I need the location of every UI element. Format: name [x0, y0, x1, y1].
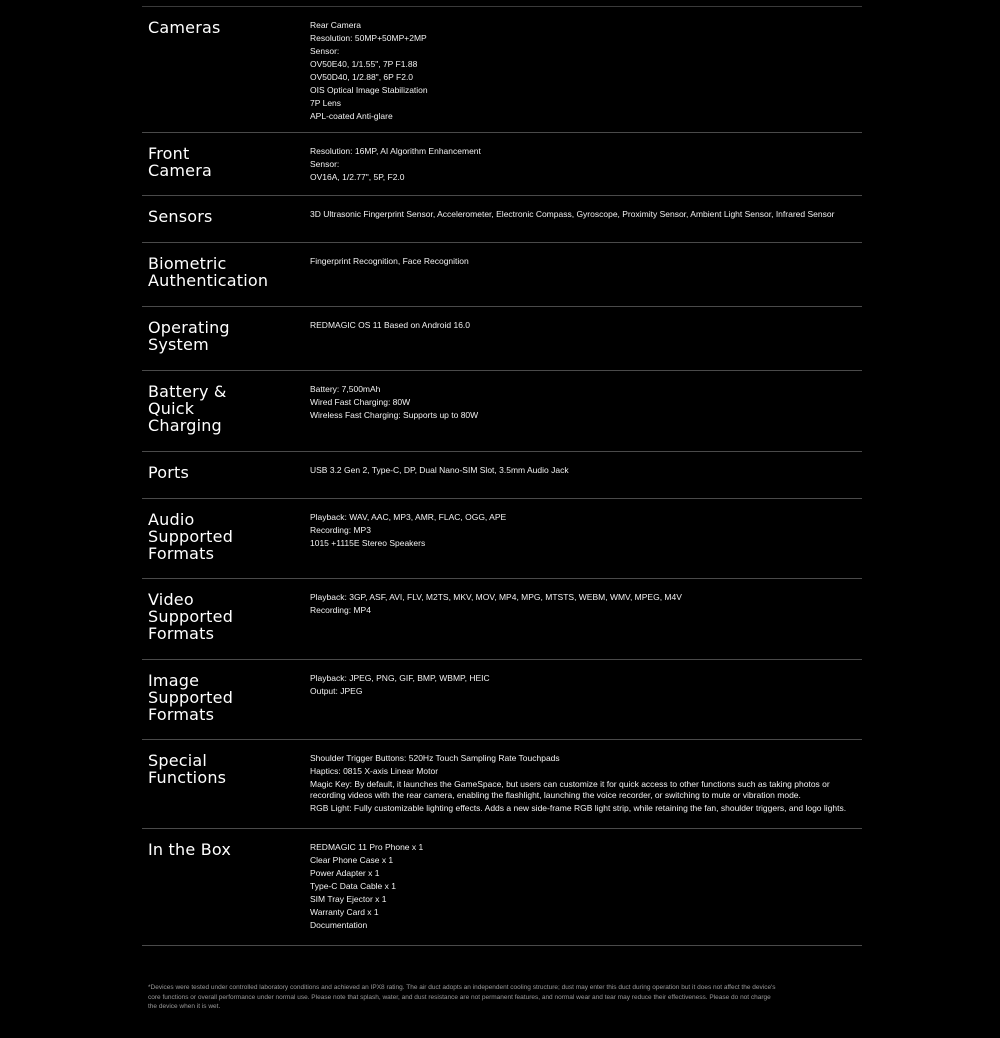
spec-value: Playback: JPEG, PNG, GIF, BMP, WBMP, HEIC — [310, 673, 490, 683]
spec-value: OV50E40, 1/1.55", 7P F1.88 — [310, 59, 418, 69]
spec-value: Documentation — [310, 920, 368, 930]
spec-value: RGB Light: Fully customizable lighting effects. Adds a new side-frame RGB light strip, while retaining the fan, shoulder triggers, and logo lights. — [310, 803, 847, 813]
spec-value: Type-C Data Cable x 1 — [310, 881, 396, 891]
spec-label: Cameras — [148, 18, 221, 37]
spec-value: Battery: 7,500mAh — [310, 384, 381, 394]
spec-values — [310, 464, 862, 498]
spec-row-cameras — [142, 7, 862, 133]
spec-value: Sensor: — [310, 159, 340, 169]
spec-value: Haptics: 0815 X-axis Linear Motor — [310, 766, 439, 776]
spec-value: USB 3.2 Gen 2, Type-C, DP, Dual Nano-SIM Slot, 3.5mm Audio Jack — [310, 465, 569, 475]
spec-row-image-formats — [142, 660, 862, 740]
spec-label: Sensors — [148, 207, 213, 226]
spec-label: Audio Supported Formats — [148, 510, 234, 563]
footnote: *Devices were tested under controlled laboratory conditions and achieved an IPX8 rating. The air duct adopts an independent cooling structure; dust may enter this duct during operation but it does not affect the device's core functions or overall performance under normal use. Please note that splash, water, and dust resistance are not permanent features, and normal wear and tear may reduce their effectiveness. Please do not charge the device when it is wet. — [148, 984, 776, 1010]
spec-value: SIM Tray Ejector x 1 — [310, 894, 387, 904]
spec-value: Clear Phone Case x 1 — [310, 855, 394, 865]
spec-value: APL-coated Anti-glare — [310, 111, 393, 121]
spec-values — [310, 19, 862, 132]
spec-row-front-camera — [142, 133, 862, 196]
spec-label: Special Functions — [148, 751, 227, 787]
spec-value: 3D Ultrasonic Fingerprint Sensor, Accelerometer, Electronic Compass, Gyroscope, Proximity Sensor, Ambient Light Sensor, Infrared Sensor — [310, 209, 835, 219]
spec-label: Biometric Authentication — [148, 254, 269, 290]
spec-values — [310, 672, 862, 739]
spec-row-special-functions — [142, 740, 862, 829]
spec-values — [310, 319, 862, 370]
spec-row-sensors — [142, 196, 862, 243]
spec-label: In the Box — [148, 840, 232, 859]
spec-value: Wired Fast Charging: 80W — [310, 397, 411, 407]
spec-value: Fingerprint Recognition, Face Recognition — [310, 256, 469, 266]
spec-value: Resolution: 50MP+50MP+2MP — [310, 33, 427, 43]
spec-values — [310, 145, 862, 195]
spec-value: 7P Lens — [310, 98, 342, 108]
spec-value: 1015 +1115E Stereo Speakers — [310, 538, 426, 548]
spec-label: Battery & Quick Charging — [148, 382, 227, 435]
spec-row-ports — [142, 452, 862, 499]
spec-values — [310, 591, 862, 659]
spec-row-audio-formats — [142, 499, 862, 579]
spec-label: Front Camera — [148, 144, 212, 180]
spec-row-video-formats — [142, 579, 862, 660]
spec-label: Operating System — [148, 318, 230, 354]
spec-value: REDMAGIC 11 Pro Phone x 1 — [310, 842, 424, 852]
spec-values — [310, 383, 862, 451]
spec-value: Recording: MP4 — [310, 605, 371, 615]
spec-row-battery — [142, 371, 862, 452]
spec-row-biometric — [142, 243, 862, 307]
spec-table — [142, 6, 862, 946]
spec-row-operating-system — [142, 307, 862, 371]
spec-row-in-the-box — [142, 829, 862, 946]
spec-values — [310, 752, 862, 828]
spec-value: Playback: WAV, AAC, MP3, AMR, FLAC, OGG, APE — [310, 512, 507, 522]
spec-values — [310, 255, 862, 306]
spec-label: Ports — [148, 463, 190, 482]
spec-value: Resolution: 16MP, AI Algorithm Enhancement — [310, 146, 481, 156]
spec-label: Image Supported Formats — [148, 671, 234, 724]
spec-value: Playback: 3GP, ASF, AVI, FLV, M2TS, MKV, MOV, MP4, MPG, MTSTS, WEBM, WMV, MPEG, M4V — [310, 592, 682, 602]
spec-value: Power Adapter x 1 — [310, 868, 380, 878]
spec-value: OV16A, 1/2.77", 5P, F2.0 — [310, 172, 405, 182]
spec-value: OIS Optical Image Stabilization — [310, 85, 428, 95]
spec-value: REDMAGIC OS 11 Based on Android 16.0 — [310, 320, 471, 330]
spec-value: Wireless Fast Charging: Supports up to 80W — [310, 410, 479, 420]
spec-value: Magic Key: By default, it launches the GameSpace, but users can customize it for quick access to other functions such as taking photos or recording videos with the rear camera, enabling the flashlight, launching the voice recorder, or switching to mute or vibration mode. — [310, 779, 830, 800]
spec-value: Sensor: — [310, 46, 340, 56]
spec-value: Output: JPEG — [310, 686, 363, 696]
spec-value: Recording: MP3 — [310, 525, 371, 535]
spec-value: OV50D40, 1/2.88", 6P F2.0 — [310, 72, 414, 82]
spec-values — [310, 511, 862, 578]
spec-value: Warranty Card x 1 — [310, 907, 379, 917]
spec-values — [310, 841, 862, 945]
spec-value: Shoulder Trigger Buttons: 520Hz Touch Sampling Rate Touchpads — [310, 753, 560, 763]
spec-label: Video Supported Formats — [148, 590, 234, 643]
spec-values — [310, 208, 862, 242]
spec-value: Rear Camera — [310, 20, 362, 30]
